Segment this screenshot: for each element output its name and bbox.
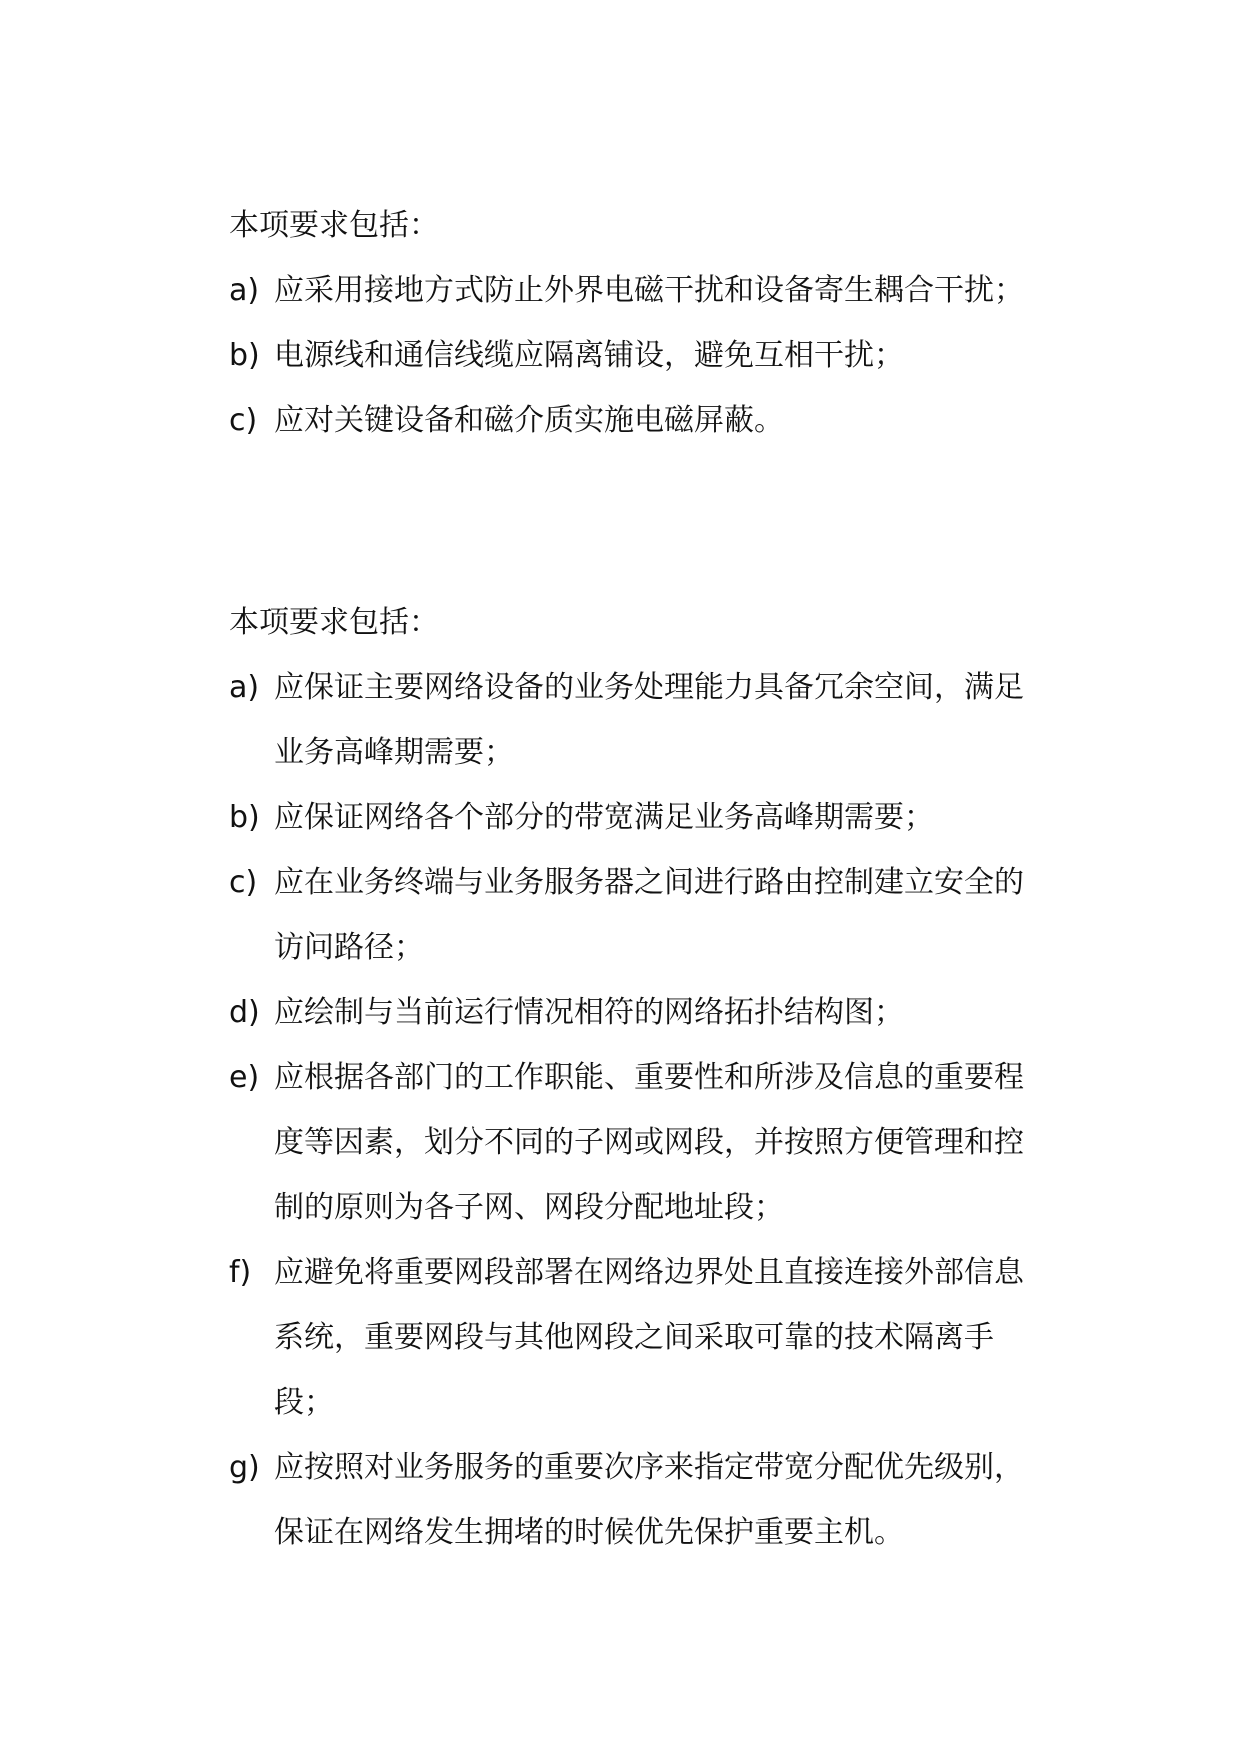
list-marker: c) — [229, 865, 258, 900]
list-item — [229, 785, 1049, 850]
list-item-text: 应保证主要网络设备的业务处理能力具备冗余空间，满足业务高峰期需要； — [274, 670, 1024, 770]
list-item — [229, 388, 1049, 453]
list-item — [229, 323, 1049, 388]
list-marker: c) — [229, 403, 258, 438]
list-item-text: 应保证网络各个部分的带宽满足业务高峰期需要； — [274, 800, 934, 835]
list-item — [229, 850, 1049, 980]
section-intro: 本项要求包括： — [229, 605, 439, 640]
list-item-text: 应根据各部门的工作职能、重要性和所涉及信息的重要程度等因素，划分不同的子网或网段，并按照方便管理和控制的原则为各子网、网段分配地址段； — [274, 1060, 1024, 1225]
list-marker: d) — [229, 995, 260, 1030]
section-intro: 本项要求包括： — [229, 208, 439, 243]
list-item — [229, 1240, 1049, 1435]
list-marker: b) — [229, 338, 260, 373]
list-marker: a) — [229, 670, 260, 705]
list-marker: e) — [229, 1060, 260, 1095]
list-item-text: 应采用接地方式防止外界电磁干扰和设备寄生耦合干扰； — [274, 273, 1024, 308]
list-item — [229, 258, 1049, 323]
list-item — [229, 1045, 1049, 1240]
list-marker: g) — [229, 1450, 260, 1485]
list-marker: f) — [229, 1255, 252, 1290]
list-item-text: 应避免将重要网段部署在网络边界处且直接连接外部信息系统，重要网段与其他网段之间采取可靠的技术隔离手段； — [274, 1255, 1024, 1420]
list-item-text: 应在业务终端与业务服务器之间进行路由控制建立安全的访问路径； — [274, 865, 1024, 965]
requirements-section-network — [229, 590, 1049, 1565]
list-item — [229, 1435, 1049, 1565]
list-marker: a) — [229, 273, 260, 308]
list-item-text: 电源线和通信线缆应隔离铺设，避免互相干扰； — [274, 338, 904, 373]
list-item-text: 应绘制与当前运行情况相符的网络拓扑结构图； — [274, 995, 904, 1030]
requirements-section-emc — [229, 193, 1049, 453]
list-item — [229, 980, 1049, 1045]
list-item-text: 应对关键设备和磁介质实施电磁屏蔽。 — [274, 403, 784, 438]
list-item-text: 应按照对业务服务的重要次序来指定带宽分配优先级别，保证在网络发生拥堵的时候优先保护重要主机。 — [274, 1450, 1024, 1550]
list-item — [229, 655, 1049, 785]
list-marker: b) — [229, 800, 260, 835]
